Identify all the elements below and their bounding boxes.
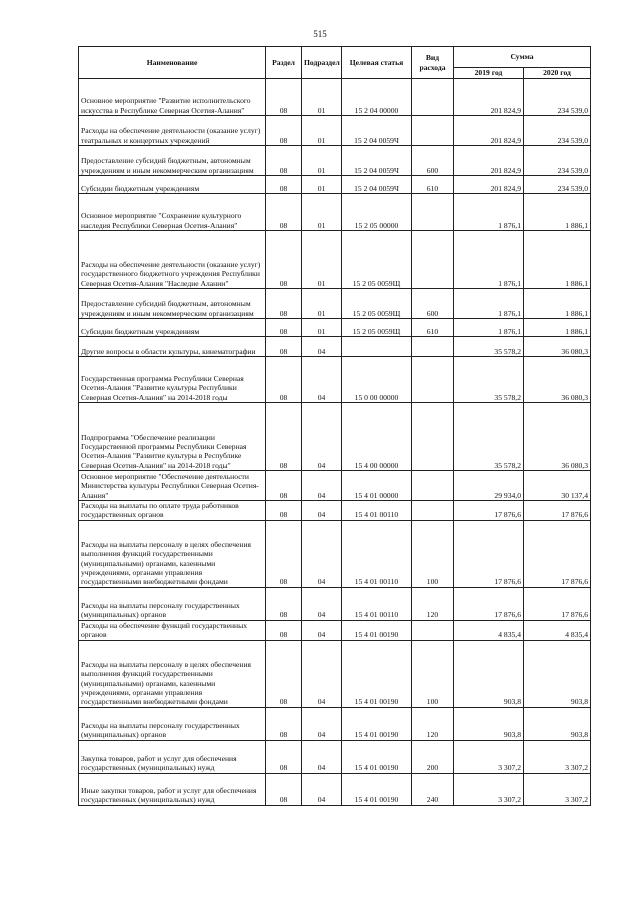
- row-amount-2020: 30 137,4: [524, 471, 591, 501]
- row-amount-2019: 903,8: [454, 707, 524, 740]
- table-row: [79, 231, 591, 289]
- row-amount-2020: 17 876,6: [524, 501, 591, 521]
- row-target-article: 15 4 01 00190: [342, 707, 412, 740]
- row-amount-2019: 35 578,2: [454, 403, 524, 471]
- row-section: 08: [266, 289, 302, 319]
- budget-table: [78, 46, 591, 806]
- row-target-article: 15 2 04 0059Ч: [342, 146, 412, 176]
- row-section: 08: [266, 501, 302, 521]
- row-amount-2020: 1 886,1: [524, 319, 591, 337]
- table-row: [79, 501, 591, 521]
- row-amount-2020: 1 886,1: [524, 194, 591, 231]
- row-amount-2020: 17 876,6: [524, 587, 591, 620]
- row-target-article: 15 4 01 00110: [342, 587, 412, 620]
- row-amount-2020: 1 886,1: [524, 231, 591, 289]
- row-expense-type: 120: [412, 707, 454, 740]
- row-name: Расходы на выплаты персоналу государственных (муниципальных) органов: [79, 707, 266, 740]
- row-target-article: 15 4 01 00110: [342, 520, 412, 587]
- row-name: Иные закупки товаров, работ и услуг для обеспечения государственных (муниципальных) нужд: [79, 773, 266, 805]
- row-target-article: 15 0 00 00000: [342, 357, 412, 403]
- table-row: [79, 707, 591, 740]
- row-section: 08: [266, 319, 302, 337]
- row-expense-type: [412, 116, 454, 146]
- row-name: Подпрограмма "Обеспечение реализации Государственной программы Республики Северная Осетия-Алания "Развитие культуры в Республике Северная Осетия-Алания" на 2014-2018 годы": [79, 403, 266, 471]
- row-section: 08: [266, 620, 302, 640]
- row-name: Основное мероприятие "Обеспечение деятельности Министерства культуры Республики Северная Осетия-Алания": [79, 471, 266, 501]
- row-expense-type: 120: [412, 587, 454, 620]
- row-subsection: 01: [302, 289, 342, 319]
- row-expense-type: [412, 79, 454, 116]
- header-target-article: Целевая статья: [342, 47, 412, 79]
- row-target-article: [342, 337, 412, 357]
- row-amount-2019: 1 876,1: [454, 231, 524, 289]
- row-expense-type: 240: [412, 773, 454, 805]
- row-amount-2020: 1 886,1: [524, 289, 591, 319]
- row-section: 08: [266, 403, 302, 471]
- row-expense-type: 600: [412, 289, 454, 319]
- row-target-article: 15 4 01 00110: [342, 501, 412, 521]
- row-subsection: 04: [302, 357, 342, 403]
- row-amount-2020: 234 539,0: [524, 176, 591, 194]
- row-amount-2019: 1 876,1: [454, 194, 524, 231]
- row-amount-2019: 17 876,6: [454, 587, 524, 620]
- row-subsection: 01: [302, 319, 342, 337]
- row-expense-type: [412, 337, 454, 357]
- row-section: 08: [266, 194, 302, 231]
- row-expense-type: 600: [412, 146, 454, 176]
- row-name: Расходы на выплаты персоналу государственных (муниципальных) органов: [79, 587, 266, 620]
- row-subsection: 04: [302, 403, 342, 471]
- row-expense-type: 610: [412, 319, 454, 337]
- table-row: [79, 403, 591, 471]
- row-section: 08: [266, 176, 302, 194]
- table-row: [79, 146, 591, 176]
- row-amount-2020: 3 307,2: [524, 740, 591, 773]
- row-section: 08: [266, 146, 302, 176]
- row-amount-2019: 3 307,2: [454, 773, 524, 805]
- table-row: [79, 319, 591, 337]
- row-amount-2020: 234 539,0: [524, 146, 591, 176]
- row-amount-2020: 17 876,6: [524, 520, 591, 587]
- row-name: Закупка товаров, работ и услуг для обеспечения государственных (муниципальных) нужд: [79, 740, 266, 773]
- row-target-article: 15 2 05 0059Щ: [342, 231, 412, 289]
- row-subsection: 04: [302, 640, 342, 707]
- row-subsection: 04: [302, 773, 342, 805]
- row-name: Расходы на обеспечение деятельности (оказание услуг) театральных и концертных учреждений: [79, 116, 266, 146]
- row-amount-2020: 234 539,0: [524, 79, 591, 116]
- table-row: [79, 587, 591, 620]
- row-expense-type: [412, 471, 454, 501]
- row-amount-2020: 4 835,4: [524, 620, 591, 640]
- table-row: [79, 289, 591, 319]
- row-amount-2020: 903,8: [524, 707, 591, 740]
- page-number: 515: [313, 29, 327, 39]
- row-amount-2020: 36 080,3: [524, 337, 591, 357]
- row-expense-type: [412, 620, 454, 640]
- header-subsection: Подраздел: [302, 47, 342, 79]
- row-amount-2019: 17 876,6: [454, 501, 524, 521]
- row-amount-2019: 4 835,4: [454, 620, 524, 640]
- row-expense-type: [412, 357, 454, 403]
- row-name: Расходы на выплаты персоналу в целях обеспечения выполнения функций государственными (муниципальными) органами, казенными учреждениями, органами управления государственными внебюджетными фондами: [79, 520, 266, 587]
- row-amount-2020: 903,8: [524, 640, 591, 707]
- row-expense-type: 100: [412, 520, 454, 587]
- header-year-2019: 2019 год: [454, 68, 524, 79]
- row-expense-type: 100: [412, 640, 454, 707]
- row-target-article: 15 4 01 00190: [342, 740, 412, 773]
- row-amount-2019: 1 876,1: [454, 319, 524, 337]
- row-name: Предоставление субсидий бюджетным, автономным учреждениям и иным некоммерческим организациям: [79, 146, 266, 176]
- row-section: 08: [266, 740, 302, 773]
- row-amount-2019: 1 876,1: [454, 289, 524, 319]
- row-target-article: 15 4 01 00190: [342, 620, 412, 640]
- row-subsection: 01: [302, 194, 342, 231]
- row-amount-2020: 3 307,2: [524, 773, 591, 805]
- row-subsection: 04: [302, 520, 342, 587]
- row-target-article: 15 2 04 00000: [342, 79, 412, 116]
- row-expense-type: [412, 403, 454, 471]
- table-row: [79, 194, 591, 231]
- row-amount-2019: 29 934,0: [454, 471, 524, 501]
- row-target-article: 15 2 04 0059Ч: [342, 176, 412, 194]
- table-row: [79, 176, 591, 194]
- row-amount-2019: 201 824,9: [454, 176, 524, 194]
- row-subsection: 04: [302, 471, 342, 501]
- table-body: [79, 79, 591, 806]
- row-section: 08: [266, 707, 302, 740]
- row-subsection: 01: [302, 79, 342, 116]
- row-subsection: 04: [302, 707, 342, 740]
- table-row: [79, 357, 591, 403]
- row-target-article: 15 4 01 00000: [342, 471, 412, 501]
- row-section: 08: [266, 773, 302, 805]
- row-section: 08: [266, 79, 302, 116]
- row-name: Государственная программа Республики Северная Осетия-Алания "Развитие культуры Республики Северная Осетия-Алания" на 2014-2018 годы: [79, 357, 266, 403]
- row-section: 08: [266, 337, 302, 357]
- row-amount-2019: 35 578,2: [454, 357, 524, 403]
- row-amount-2019: 17 876,6: [454, 520, 524, 587]
- row-name: Основное мероприятие "Сохранение культурного наследия Республики Северная Осетия-Алания": [79, 194, 266, 231]
- row-section: 08: [266, 640, 302, 707]
- table-row: [79, 520, 591, 587]
- row-section: 08: [266, 587, 302, 620]
- row-expense-type: [412, 194, 454, 231]
- row-target-article: 15 2 05 0059Щ: [342, 289, 412, 319]
- row-expense-type: [412, 231, 454, 289]
- header-name: Наименование: [79, 47, 266, 79]
- row-subsection: 01: [302, 176, 342, 194]
- table-row: [79, 337, 591, 357]
- header-section: Раздел: [266, 47, 302, 79]
- row-target-article: 15 4 01 00190: [342, 640, 412, 707]
- row-target-article: 15 2 05 00000: [342, 194, 412, 231]
- row-name: Субсидии бюджетным учреждениям: [79, 176, 266, 194]
- row-amount-2020: 36 080,3: [524, 403, 591, 471]
- table-row: [79, 620, 591, 640]
- row-name: Расходы на выплаты персоналу в целях обеспечения выполнения функций государственными (муниципальными) органами, казенными учреждениями, органами управления государственными внебюджетными фондами: [79, 640, 266, 707]
- row-target-article: 15 4 00 00000: [342, 403, 412, 471]
- row-subsection: 01: [302, 116, 342, 146]
- header-amount: Сумма: [454, 47, 591, 68]
- row-subsection: 01: [302, 231, 342, 289]
- row-expense-type: 200: [412, 740, 454, 773]
- row-name: Основное мероприятие "Развитие исполнительского искусства в Республике Северная Осетия-Алания": [79, 79, 266, 116]
- row-amount-2019: 201 824,9: [454, 79, 524, 116]
- row-subsection: 04: [302, 740, 342, 773]
- row-amount-2019: 3 307,2: [454, 740, 524, 773]
- table-row: [79, 640, 591, 707]
- row-subsection: 04: [302, 620, 342, 640]
- row-target-article: 15 2 04 0059Ч: [342, 116, 412, 146]
- row-name: Предоставление субсидий бюджетным, автономным учреждениям и иным некоммерческим организациям: [79, 289, 266, 319]
- row-section: 08: [266, 357, 302, 403]
- row-section: 08: [266, 520, 302, 587]
- row-amount-2020: 36 080,3: [524, 357, 591, 403]
- row-amount-2019: 201 824,9: [454, 116, 524, 146]
- row-amount-2020: 234 539,0: [524, 116, 591, 146]
- row-subsection: 04: [302, 501, 342, 521]
- row-name: Расходы на обеспечение функций государственных органов: [79, 620, 266, 640]
- row-name: Расходы на выплаты по оплате труда работников государственных органов: [79, 501, 266, 521]
- row-amount-2019: 201 824,9: [454, 146, 524, 176]
- row-target-article: 15 2 05 0059Щ: [342, 319, 412, 337]
- row-name: Расходы на обеспечение деятельности (оказание услуг) государственного бюджетного учреждения Республики Северная Осетия-Алания "Наследие Алании": [79, 231, 266, 289]
- table-row: [79, 116, 591, 146]
- table-row: [79, 773, 591, 805]
- header-expense-type: Вид расхода: [412, 47, 454, 79]
- row-section: 08: [266, 231, 302, 289]
- row-subsection: 04: [302, 337, 342, 357]
- row-section: 08: [266, 116, 302, 146]
- row-name: Другие вопросы в области культуры, кинематографии: [79, 337, 266, 357]
- row-expense-type: 610: [412, 176, 454, 194]
- table-row: [79, 79, 591, 116]
- row-target-article: 15 4 01 00190: [342, 773, 412, 805]
- table-row: [79, 471, 591, 501]
- row-name: Субсидии бюджетным учреждениям: [79, 319, 266, 337]
- table-row: [79, 740, 591, 773]
- row-subsection: 04: [302, 587, 342, 620]
- row-section: 08: [266, 471, 302, 501]
- row-expense-type: [412, 501, 454, 521]
- row-amount-2019: 35 578,2: [454, 337, 524, 357]
- row-amount-2019: 903,8: [454, 640, 524, 707]
- row-subsection: 01: [302, 146, 342, 176]
- header-year-2020: 2020 год: [524, 68, 591, 79]
